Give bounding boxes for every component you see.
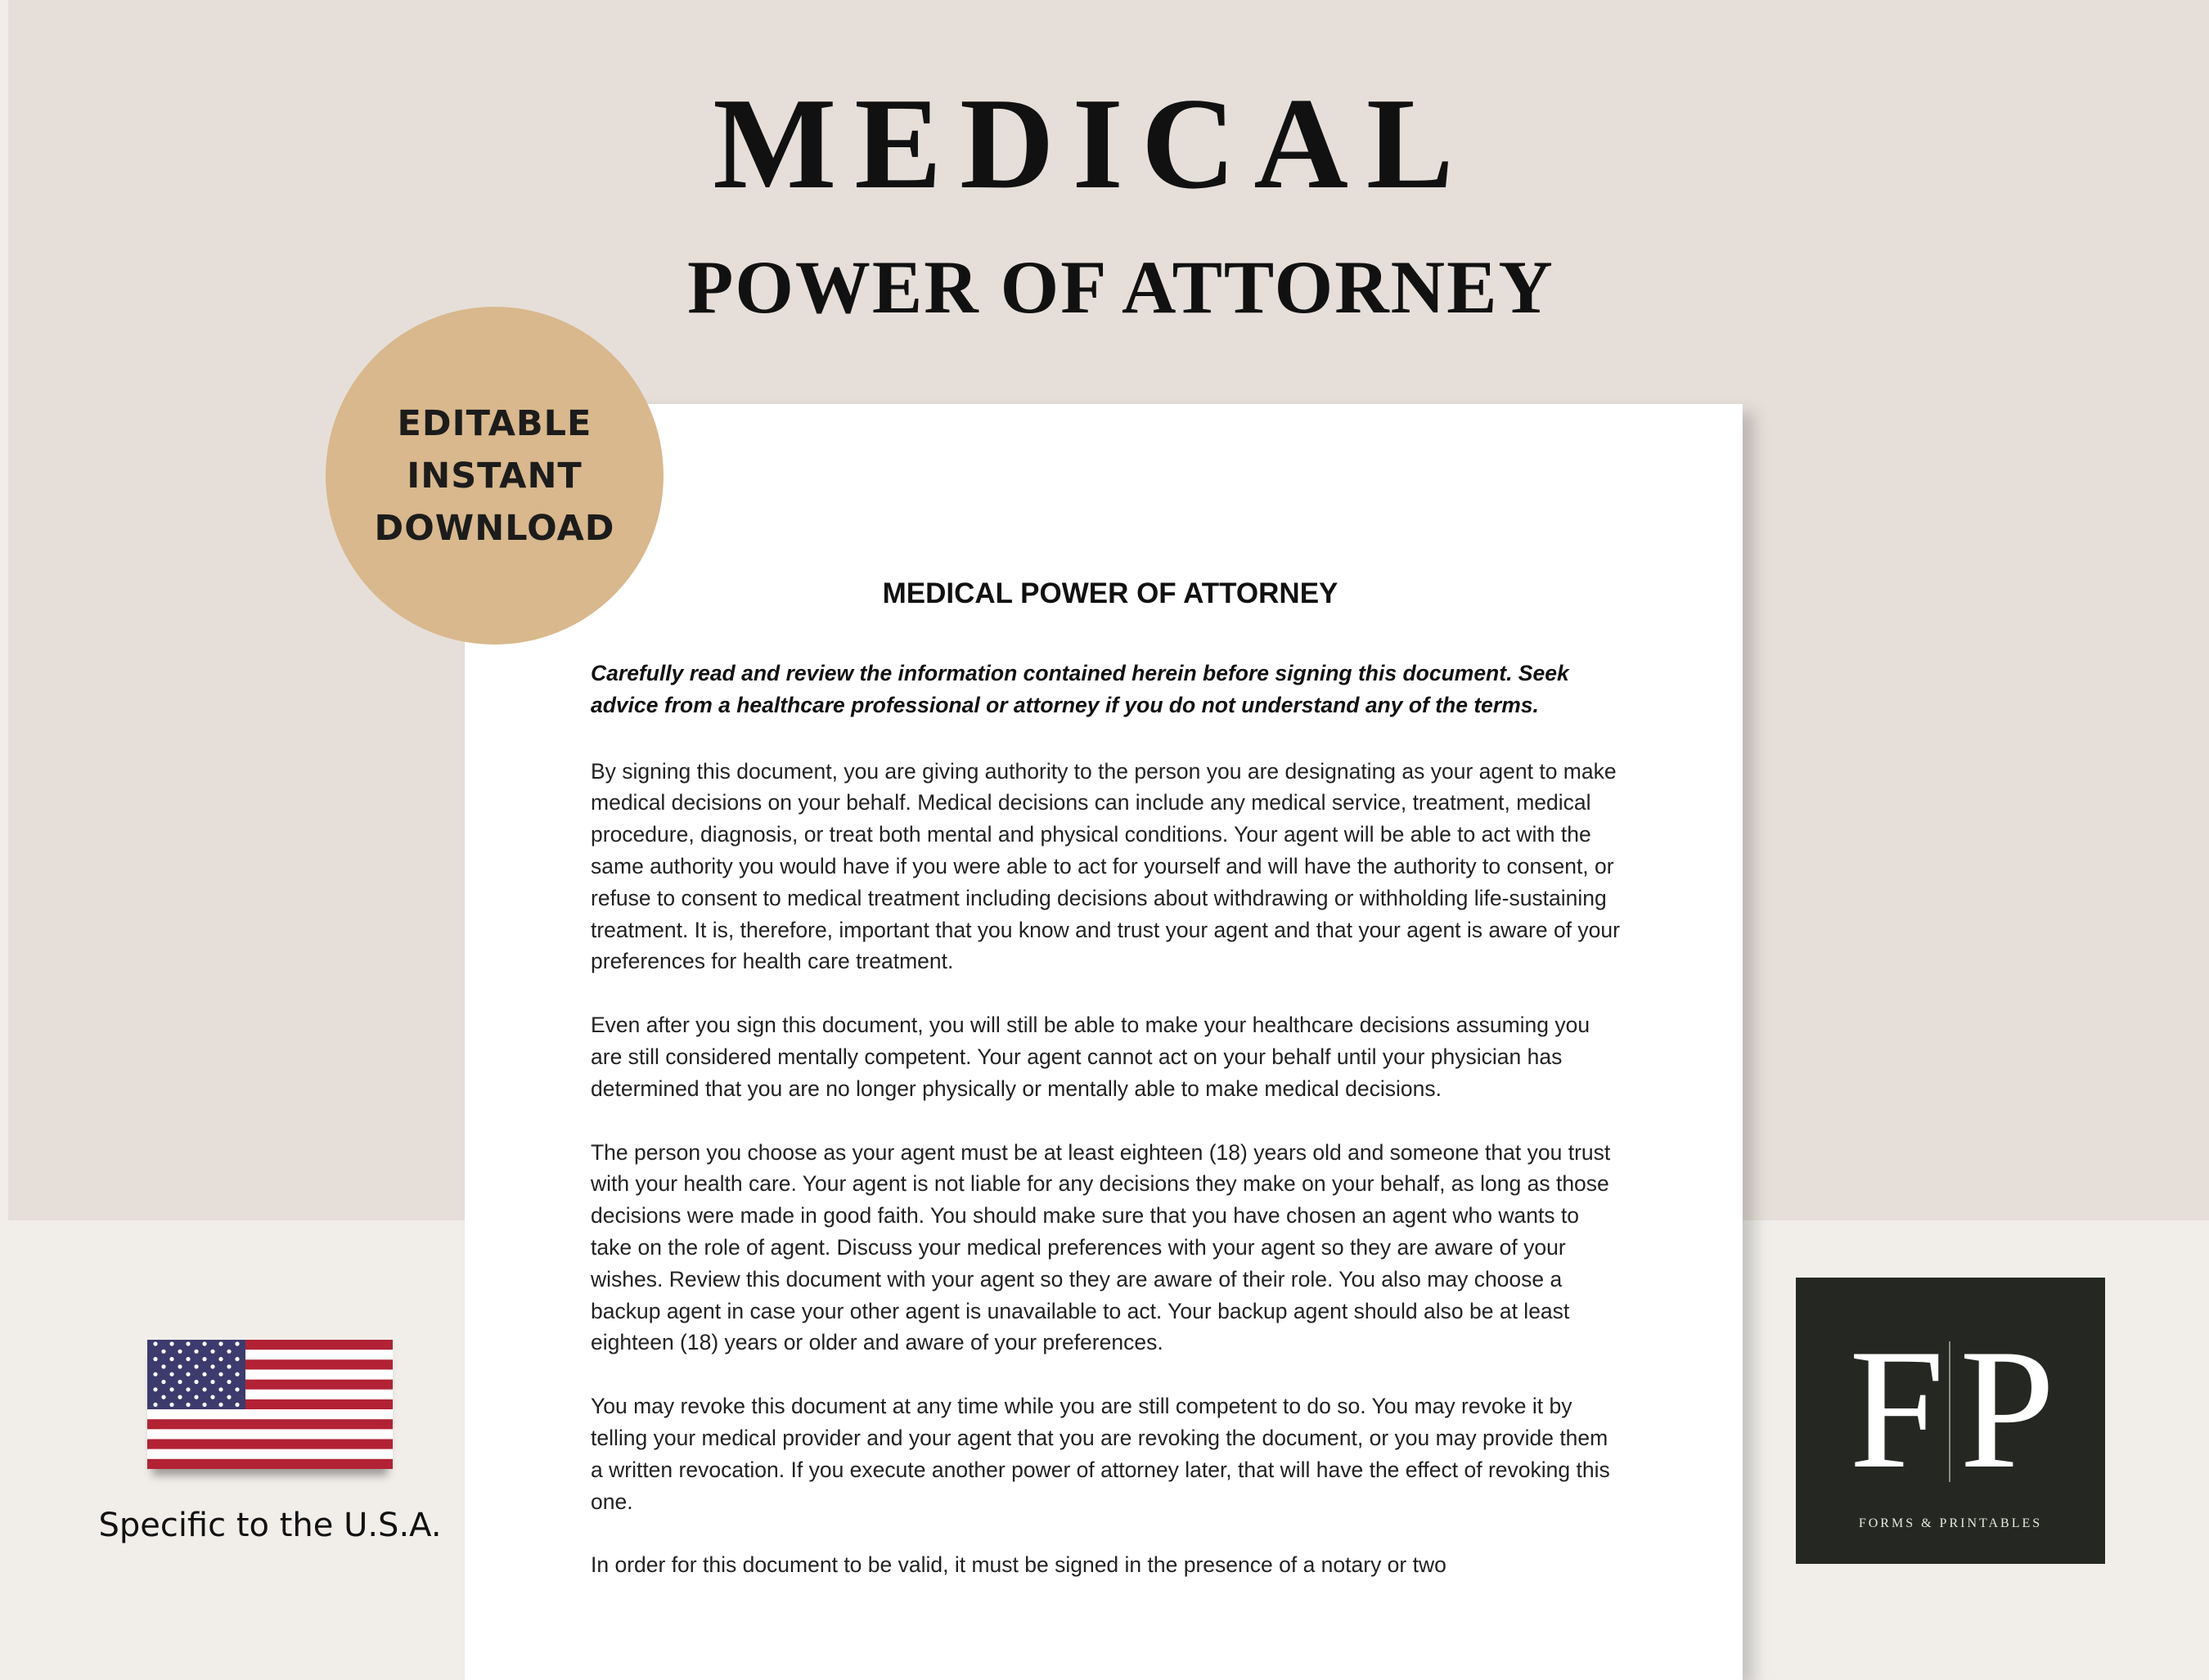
flag-caption: Specific to the U.S.A. [98, 1507, 442, 1544]
flag-star [202, 1341, 206, 1345]
document-paragraph: The person you choose as your agent must be at least eighteen (18) years old and someone that you trust with your health care. Your agent is not liable for any decisions they make on your behalf, as long as those decisions were made in good faith. You should make sure that you have chosen an agent who wants to take on the role of agent. Discuss your medical preferences with your agent so they are aware of your wishes. Review this document with your agent so they are aware of their role. You also may choose a backup agent in case your other agent is unavailable to act. Your backup agent should also be at least eighteen (18) years or older and aware of your preferences. [591, 1139, 1611, 1355]
flag-star [178, 1350, 182, 1354]
flag-star [153, 1341, 157, 1345]
flag-star [169, 1403, 173, 1407]
flag-star [227, 1395, 231, 1399]
flag-star [218, 1372, 223, 1377]
flag-star [153, 1403, 157, 1407]
forms-printables-logo [1796, 1278, 2105, 1564]
flag-star [235, 1372, 239, 1377]
flag-star [210, 1364, 214, 1368]
flag-star [210, 1380, 214, 1384]
flag-star [227, 1364, 231, 1368]
badge-line: EDITABLE [397, 402, 592, 444]
flag-star [218, 1387, 223, 1391]
logo-letter-f: F [1849, 1314, 1945, 1504]
flag-star [210, 1395, 214, 1399]
flag-star [161, 1395, 165, 1399]
flag-star [210, 1350, 214, 1354]
flag-star [202, 1403, 206, 1407]
flag-star [169, 1341, 173, 1345]
flag-star [235, 1387, 239, 1391]
document-paragraph: In order for this document to be valid, it must be signed in the presence of a notary or two [591, 1552, 1446, 1578]
logo-divider [1949, 1341, 1950, 1482]
flag-star [153, 1387, 157, 1391]
flag-star [227, 1380, 231, 1384]
flag-star [194, 1350, 198, 1354]
subtitle: POWER OF ATTORNEY [687, 245, 1554, 329]
flag-star [178, 1364, 182, 1368]
flag-star [235, 1357, 239, 1361]
usa-flag-icon [147, 1340, 393, 1469]
document-preview [465, 404, 1743, 1680]
flag-star [169, 1387, 173, 1391]
document-paragraph: By signing this document, you are giving authority to the person you are designating as your agent to make medical decisions on your behalf. Medical decisions can include any medical service, treatment, medical procedure, diagnosis, or treat both mental and physical conditions. Your agent will be able to act with the same authority you would have if you were able to act for yourself and will have the authority to consent, or refuse to consent to medical treatment including decisions about withdrawing or withholding life-sustaining treatment. It is, therefore, important that you know and trust your agent and that your agent is aware of your preferences for health care treatment. [591, 758, 1620, 974]
flag-star [153, 1372, 157, 1377]
flag-star [194, 1395, 198, 1399]
flag-star [218, 1357, 223, 1361]
flag-star [235, 1403, 239, 1407]
flag-star [178, 1395, 182, 1399]
badge-line: DOWNLOAD [374, 507, 615, 549]
flag-star [169, 1372, 173, 1377]
flag-star [178, 1380, 182, 1384]
flag-star [218, 1403, 223, 1407]
flag-star [186, 1403, 190, 1407]
editable-badge [326, 307, 664, 645]
flag-star [161, 1364, 165, 1368]
flag-star [186, 1387, 190, 1391]
document-paragraph: Even after you sign this document, you will still be able to make your healthcare decisions assuming you are still considered mentally competent. Your agent cannot act on your behalf until your physician has determined that you are no longer physically or mentally able to make medical decisions. [591, 1013, 1590, 1101]
flag-star [202, 1387, 206, 1391]
document-warning: Carefully read and review the information contained herein before signing this document. Seek advice from a healthcare professional or attorney if you do not understand any of the terms. [591, 661, 1569, 717]
flag-star [186, 1341, 190, 1345]
document-paragraph: You may revoke this document at any time while you are still competent to do so. You may revoke it by telling your medical provider and your agent that you are revoking the document, or you may provide them a written revocation. If you execute another power of attorney later, that will have the effect of revoking this one. [591, 1394, 1610, 1514]
flag-star [227, 1350, 231, 1354]
flag-star [235, 1341, 239, 1345]
flag-star [194, 1364, 198, 1368]
flag-star [169, 1357, 173, 1361]
flag-star [218, 1341, 223, 1345]
logo-text: FORMS & PRINTABLES [1858, 1516, 2043, 1530]
flag-star [194, 1380, 198, 1384]
document-body [591, 658, 1622, 1613]
flag-star [186, 1357, 190, 1361]
flag-star [202, 1372, 206, 1377]
document-title: MEDICAL POWER OF ATTORNEY [882, 577, 1338, 609]
badge-line: INSTANT [407, 455, 583, 496]
flag-star [161, 1380, 165, 1384]
flag-star [161, 1350, 165, 1354]
flag-star [202, 1357, 206, 1361]
flag-star [186, 1372, 190, 1377]
logo-letter-p: P [1959, 1314, 2055, 1504]
main-title: MEDICAL [713, 70, 1472, 216]
flag-star [153, 1357, 157, 1361]
